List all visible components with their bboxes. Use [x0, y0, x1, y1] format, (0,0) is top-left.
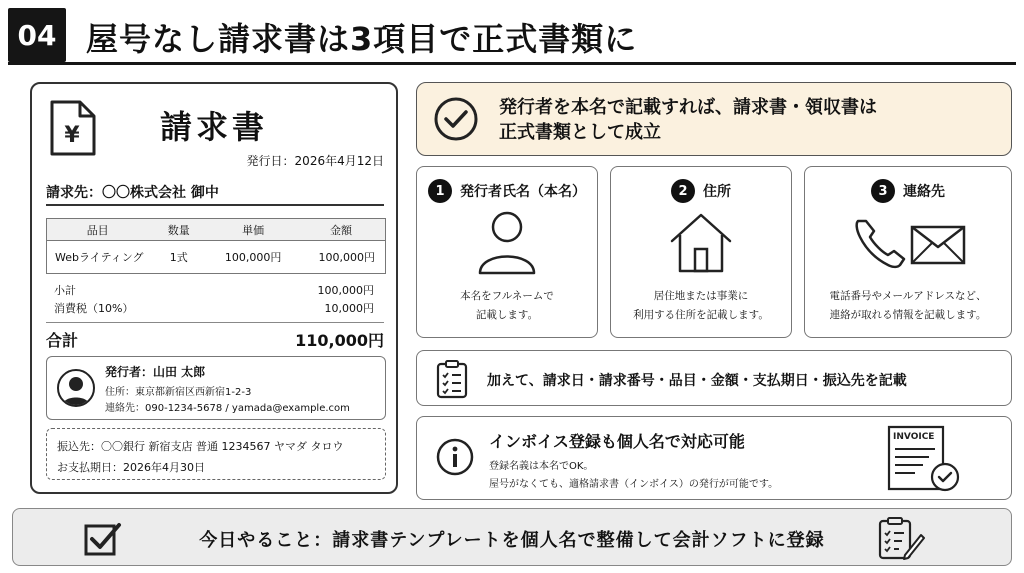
issuer-name: 発行者：山田 太郎 — [105, 365, 206, 379]
issuer-address: 住所：東京都新宿区西新宿1-2-3 — [105, 387, 252, 398]
subtotal-row — [54, 282, 374, 298]
check-circle-icon — [433, 96, 479, 142]
total-row — [46, 328, 384, 351]
svg-text:¥: ¥ — [64, 123, 80, 148]
due-date: お支払期日：2026年4月30日 — [57, 461, 205, 474]
item-amount: 100,000円 — [318, 251, 375, 264]
payment-box — [46, 428, 386, 480]
phone-mail-icon — [848, 207, 968, 277]
point-title: 連絡先 — [903, 184, 945, 200]
item-qty: 1式 — [169, 251, 188, 264]
page-title: 屋号なし請求書は3項目で正式書類に — [86, 20, 638, 58]
point-description — [611, 287, 791, 325]
avatar — [57, 369, 95, 407]
issuer-contact: 連絡先：090-1234-5678 / yamada@example.com — [105, 403, 350, 414]
column-header: 品目 — [86, 223, 109, 237]
item-unit-price: 100,000円 — [224, 251, 282, 264]
invoice-sample — [30, 82, 398, 494]
point-desc-line: 居住地または事業に — [653, 290, 749, 302]
point-desc-line: 本名をフルネームで — [460, 290, 554, 302]
invoice-table — [46, 218, 386, 274]
point-title: 発行者氏名（本名） — [460, 184, 586, 200]
point-heading — [805, 179, 1011, 203]
section-number: 04 — [8, 8, 66, 62]
point-desc-line: 記載します。 — [475, 309, 539, 321]
banner-text — [499, 95, 877, 145]
clipboard-pen-icon — [877, 515, 925, 561]
tax-row — [54, 300, 374, 316]
header-divider — [8, 62, 1016, 65]
key-message-banner — [416, 82, 1012, 156]
point-description — [417, 287, 597, 325]
item-name: Webライティング — [55, 251, 144, 264]
number-badge: 3 — [871, 179, 895, 203]
tax-value: 10,000円 — [324, 302, 374, 315]
point-heading — [611, 179, 791, 203]
column-header: 単価 — [242, 223, 265, 237]
subtotal-value: 100,000円 — [317, 284, 374, 297]
issuer-box — [46, 356, 386, 420]
point-desc-line: 連絡が取れる情報を記載します。 — [829, 309, 987, 321]
invoice-document-icon — [885, 423, 965, 495]
additional-items-text: 加えて、請求日・請求番号・品目・金額・支払期日・振込先を記載 — [487, 373, 907, 389]
point-description — [805, 287, 1011, 325]
point-heading — [417, 179, 597, 203]
info-icon — [435, 437, 475, 477]
number-badge: 1 — [428, 179, 452, 203]
point-card-name — [416, 166, 598, 338]
invoice-date: 発行日：2026年4月12日 — [246, 154, 384, 168]
number-badge: 2 — [671, 179, 695, 203]
point-desc-line: 電話番号やメールアドレスなど、 — [829, 290, 987, 302]
tax-label: 消費税（10%） — [54, 302, 134, 315]
person-icon — [472, 207, 542, 277]
invoice-registration-line-1: 登録名義は本名でOK。 — [489, 461, 594, 472]
point-title: 住所 — [703, 184, 731, 200]
total-value: 110,000円 — [295, 331, 384, 350]
table-header — [47, 219, 385, 241]
point-card-contact — [804, 166, 1012, 338]
svg-text:INVOICE: INVOICE — [893, 432, 935, 442]
invoice-registration-line-2: 屋号がなくても、適格請求書（インボイス）の発行が可能です。 — [489, 479, 779, 490]
invoice-registration-title: インボイス登録も個人名で対応可能 — [489, 432, 745, 451]
additional-items-box — [416, 350, 1012, 406]
table-row — [47, 241, 385, 273]
point-card-address — [610, 166, 792, 338]
column-header: 金額 — [330, 223, 353, 237]
total-label: 合計 — [46, 331, 79, 350]
invoice-recipient: 請求先：〇〇株式会社 御中 — [46, 185, 219, 201]
banner-line-1: 発行者を本名で記載すれば、請求書・領収書は — [499, 97, 877, 118]
todo-text: 今日やること：請求書テンプレートを個人名で整備して会計ソフトに登録 — [199, 530, 825, 551]
total-divider — [46, 322, 384, 323]
invoice-registration-box — [416, 416, 1012, 500]
todo-footer — [12, 508, 1012, 566]
subtotal-label: 小計 — [54, 284, 76, 297]
column-header: 数量 — [167, 223, 190, 237]
recipient-underline — [46, 204, 384, 206]
invoice-title: 請求書 — [159, 108, 268, 146]
point-desc-line: 利用する住所を記載します。 — [633, 309, 769, 321]
person-avatar-icon — [59, 371, 93, 405]
banner-line-2: 正式書類として成立 — [499, 122, 661, 143]
house-icon — [666, 207, 736, 277]
bank-info: 振込先：〇〇銀行 新宿支店 普通 1234567 ヤマダ タロウ — [57, 440, 344, 453]
checklist-clipboard-icon — [435, 359, 469, 399]
